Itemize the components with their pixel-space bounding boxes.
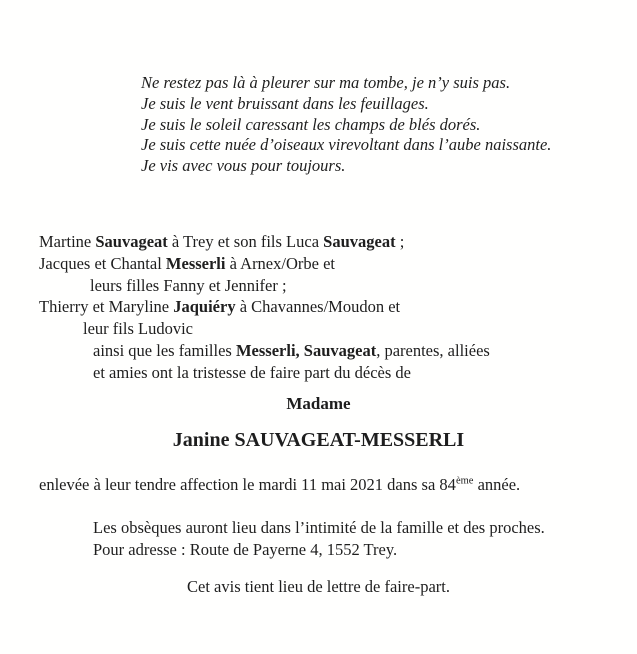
text-line: Ne restez pas là à pleurer sur ma tombe, je n’y suis pas.: [141, 73, 511, 92]
text-line: Je vis avec vous pour toujours.: [141, 156, 346, 176]
text-line: leur fils Ludovic: [83, 319, 193, 339]
funeral-information: [93, 517, 545, 561]
text-line: Jacques et Chantal Messerli à Arnex/Orbe et: [39, 253, 335, 273]
text-line: Je suis le soleil caressant les champs de blés dorés.: [141, 114, 481, 134]
closing-line: Cet avis tient lieu de lettre de faire-part.: [187, 577, 450, 596]
text-line: Je suis cette nuée d’oiseaux virevoltant dans l’aube naissante.: [141, 135, 552, 155]
text-line: Pour adresse : Route de Payerne 4, 1552 Trey.: [93, 540, 398, 559]
text-line: et amies ont la tristesse de faire part du décès de: [93, 362, 411, 382]
text-line: Les obsèques auront lieu dans l’intimité de la famille et des proches.: [93, 518, 545, 537]
text-line: Martine Sauvageat à Trey et son fils Luca Sauvageat ;: [39, 232, 405, 251]
memorial-poem: [141, 73, 551, 177]
family-announcement: [39, 231, 490, 384]
deceased-name: Janine SAUVAGEAT-MESSERLI: [172, 429, 465, 451]
text-line: Thierry et Maryline Jaquiéry à Chavannes/Moudon et: [39, 297, 401, 317]
text-line: leurs filles Fanny et Jennifer ;: [90, 275, 287, 295]
text-line: Je suis le vent bruissant dans les feuillages.: [141, 93, 429, 113]
text-line: ainsi que les familles Messerli, Sauvageat, parentes, alliées: [93, 340, 490, 360]
text-line: enlevée à leur tendre affection le mardi 11 mai 2021 dans sa 84ème année.: [39, 475, 521, 494]
death-date-line: [39, 474, 520, 496]
salutation: Madame: [286, 394, 351, 413]
